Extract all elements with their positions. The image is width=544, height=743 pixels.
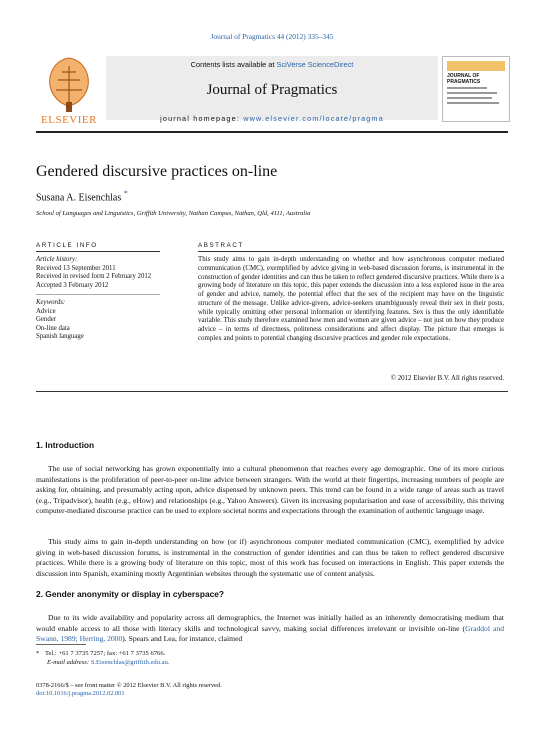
contents-line: Contents lists available at SciVerse ScienceDirect — [190, 60, 354, 69]
doi-link[interactable]: doi:10.1016/j.pragma.2012.02.001 — [36, 690, 125, 698]
journal-header — [36, 52, 508, 130]
email-link[interactable]: S.Eisenchlas@griffith.edu.au. — [90, 658, 170, 666]
journal-title: Journal of Pragmatics — [206, 82, 338, 98]
publisher-name: ELSEVIER — [41, 114, 97, 126]
journal-reference[interactable]: Journal of Pragmatics 44 (2012) 335–345 — [210, 32, 334, 41]
intro-paragraph-2: This study aims to gain in-depth understanding on how (or if) asynchronous computer mediated communication (CMC), exemplified by advice giving in web-based discussion forums, is instrumental in the construction of gender identities and can thus be taken to reflect gendered discursive practices. While there is a growing body of literature on this topic, most of this work has focused on interactions in English. This paper extends the discussion into Spanish, examining mostly Argentinian websites through the systematic use of content analysis. — [36, 537, 504, 578]
keywords-list — [36, 299, 166, 342]
issn-line: 0378-2166/$ – see front matter © 2012 Elsevier B.V. All rights reserved. — [36, 682, 222, 689]
section2-paragraph-1: Due to its wide availability and popularity across all demographics, the Internet was initially hailed as an inherently democratising medium that would enable access to all those with literacy skills and technological savvy, making social differences irrelevant or invisible on-line (Graddol and Swann, 1989; Herring, 2000). Spears and Lea, for instance, claimed — [36, 613, 504, 644]
keyword: Advice — [36, 307, 56, 315]
author-name: Susana A. Eisenchlas — [36, 192, 122, 204]
section-heading-introduction: 1. Introduction — [36, 440, 95, 450]
keyword: Spanish language — [36, 333, 84, 341]
homepage-line: journal homepage: www.elsevier.com/locate/pragma — [160, 114, 384, 123]
elsevier-logo — [36, 52, 102, 128]
cover-title: JOURNAL OF PRAGMATICS — [447, 73, 481, 85]
footnote-rule — [36, 644, 86, 645]
keyword: Gender — [36, 316, 57, 324]
journal-cover-image — [442, 56, 510, 122]
header-banner — [106, 56, 438, 120]
article-title: Gendered discursive practices on-line — [36, 163, 278, 180]
article-history — [36, 256, 166, 290]
history-received: Received 13 September 2011 — [36, 264, 116, 272]
author-line — [36, 189, 128, 203]
header-rule — [36, 131, 508, 133]
keywords-rule — [36, 294, 160, 295]
abstract-rule — [198, 251, 504, 252]
article-info-heading: ARTICLE INFO — [36, 242, 98, 249]
history-label: Article history: — [36, 256, 78, 263]
abstract-text: This study aims to gain in-depth understanding on whether and how asynchronous computer mediated communication (CMC), exemplified by advice giving in web-based discussion forums, is instrumental in the construction of gender identities and can thus be taken to reflect gendered discursive practices. While there is a growing body of literature on this topic, this paper extends the discussion into a less explored issue in the area of gender and advice, namely, the potential effect that the sex of the recipient may have on the linguistic structure of the message. Unlike advice-givers, advice-seekers unambiguously reveal their sex in their posts, while typically omitting other personal information or identifying features. Sex is thus the only identifiable variable. This study therefore examined how men and women are given advice – not just on how they produce advice – in terms of directness, politeness considerations and affect display. The picture that emerges is complex and points to potential changing discursive practices and gender role expectations. — [198, 256, 505, 342]
history-revised: Received in revised form 2 February 2012 — [36, 273, 152, 281]
author-footnote-mark[interactable]: * — [123, 189, 128, 198]
keywords-label: Keywords: — [36, 299, 66, 306]
article-info-rule — [36, 251, 160, 252]
page-footer — [36, 682, 436, 699]
history-accepted: Accepted 3 February 2012 — [36, 281, 109, 289]
author-footnote — [36, 650, 336, 667]
citation-link[interactable]: Graddol and Swann, 1989; Herring, 2000 — [36, 623, 504, 644]
keyword: On-line data — [36, 324, 70, 332]
abstract-bottom-rule — [36, 391, 508, 392]
sciverse-link[interactable]: SciVerse ScienceDirect — [276, 60, 354, 69]
homepage-link[interactable]: www.elsevier.com/locate/pragma — [243, 114, 384, 123]
intro-paragraph-1: The use of social networking has grown exponentially into a cultural phenomenon that reaches every age demographic. One of its more curious manifestations is the proliferation of peer-to-peer on-line advice between strangers. With the world at their fingertips, increasing numbers of people are asking for, obtaining, and presumably acting upon, advice dispensed by unknown peers. This trend can be found in a wide range of areas such as travel (e.g., Tripadvisor), health (e.g., eHow) and relationships (e.g., Yahoo Answers). Given its increasing popularisation and ease of accessibility, this thriving computer-mediated discourse practice can be used to explore societal norms and expectations through the examination of authentic language usage. — [36, 464, 504, 516]
abstract-heading: ABSTRACT — [198, 242, 244, 249]
section-heading-gender-anonymity: 2. Gender anonymity or display in cyberspace? — [36, 589, 225, 599]
footnote-contact: * Tel.: +61 7 3735 7257; fax: +61 7 3735 6766. — [36, 650, 166, 657]
footnote-mark: * — [36, 650, 40, 657]
copyright-notice: © 2012 Elsevier B.V. All rights reserved. — [390, 375, 504, 382]
affiliation: School of Languages and Linguistics, Griffith University, Nathan Campus, Nathan, Qld, 4111, Australia — [36, 210, 311, 217]
footnote-email-line: E-mail address: S.Eisenchlas@griffith.edu.au. — [47, 658, 170, 666]
